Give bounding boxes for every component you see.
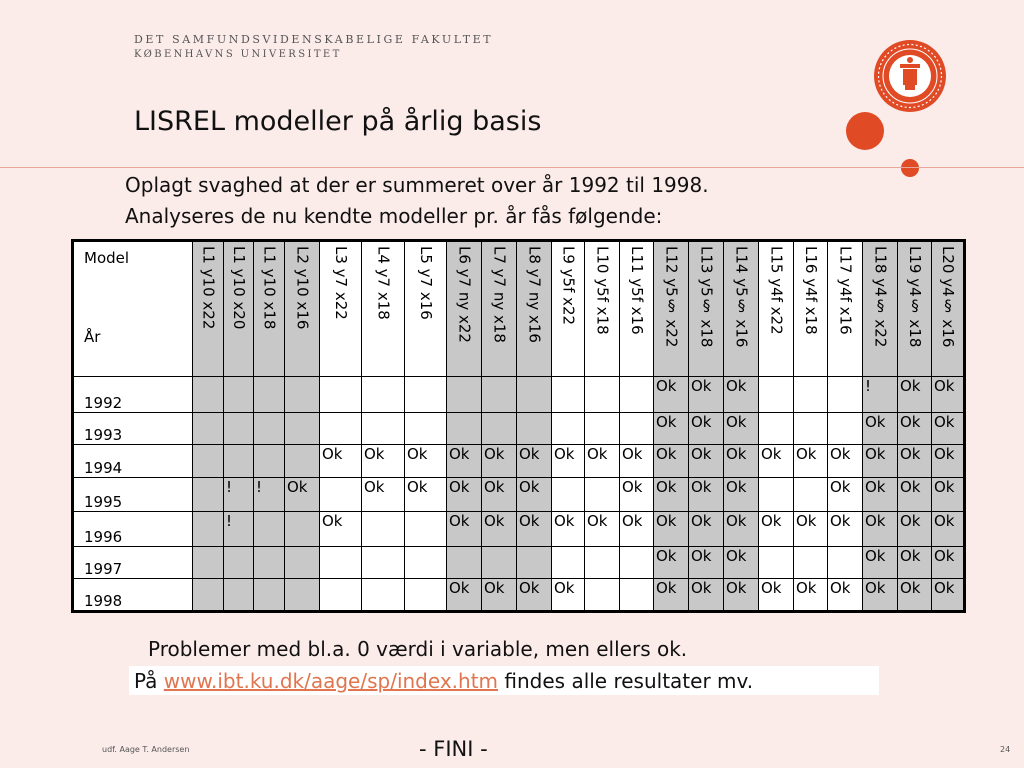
results-table <box>71 239 966 613</box>
table-cell <box>362 547 405 579</box>
table-cell <box>794 547 828 579</box>
results-link[interactable]: www.ibt.ku.dk/aage/sp/index.htm <box>163 669 499 693</box>
table-cell: Ok <box>689 413 724 445</box>
year-cell: 1993 <box>73 413 193 445</box>
table-cell <box>517 413 552 445</box>
table-cell: Ok <box>898 512 932 547</box>
table-cell: ! <box>254 478 285 512</box>
column-header-label: L15 y4f x22 <box>767 246 786 335</box>
column-header-label: L12 y5§ x22 <box>662 246 681 348</box>
table-row <box>73 377 965 413</box>
column-header-label: L1 y10 x18 <box>260 246 279 330</box>
table-cell <box>405 377 447 413</box>
column-header-label: L9 y5f x22 <box>559 246 578 326</box>
table-cell <box>759 413 794 445</box>
column-header <box>482 241 517 377</box>
table-cell: Ok <box>654 579 689 612</box>
table-cell <box>517 377 552 413</box>
column-header <box>447 241 482 377</box>
table-cell <box>224 377 254 413</box>
table-cell: Ok <box>863 512 898 547</box>
table-cell: ! <box>224 478 254 512</box>
table-cell: Ok <box>552 579 585 612</box>
table-cell: Ok <box>620 445 654 478</box>
year-cell: 1992 <box>73 377 193 413</box>
table-cell <box>193 413 224 445</box>
table-cell: Ok <box>828 579 863 612</box>
column-header-label: L18 y4§ x22 <box>871 246 890 348</box>
column-header-label: L5 y7 x16 <box>417 246 435 320</box>
column-header-label: L19 y4§ x18 <box>906 246 924 348</box>
table-cell <box>585 413 620 445</box>
table-cell: Ok <box>932 579 965 612</box>
column-header-label: L6 y7 ny x22 <box>455 246 474 343</box>
results-prefix: På <box>134 669 158 693</box>
table-cell: Ok <box>654 445 689 478</box>
table-cell: Ok <box>898 579 932 612</box>
table-cell <box>193 377 224 413</box>
column-header-label: L14 y5§ x16 <box>732 246 751 348</box>
column-header <box>654 241 689 377</box>
table-cell: Ok <box>863 445 898 478</box>
table-cell: Ok <box>517 512 552 547</box>
column-header <box>898 241 932 377</box>
column-header-label: L4 y7 x18 <box>374 246 393 320</box>
table-cell <box>482 377 517 413</box>
table-cell: Ok <box>482 579 517 612</box>
title-divider <box>0 167 1024 168</box>
table-cell: Ok <box>405 478 447 512</box>
table-cell: Ok <box>724 478 759 512</box>
column-header-label: L11 y5f x16 <box>628 246 646 335</box>
column-header <box>362 241 405 377</box>
table-cell: ! <box>224 512 254 547</box>
table-cell <box>585 547 620 579</box>
column-header-label: L7 y7 ny x18 <box>490 246 509 343</box>
table-cell: Ok <box>654 413 689 445</box>
decorative-dot-small <box>901 159 919 177</box>
table-cell: Ok <box>759 579 794 612</box>
column-header <box>285 241 320 377</box>
column-header-label: L3 y7 x22 <box>332 246 350 320</box>
column-header-label: L1 y10 x22 <box>199 246 218 330</box>
table-cell: Ok <box>759 445 794 478</box>
table-cell <box>254 377 285 413</box>
table-cell: Ok <box>689 547 724 579</box>
table-cell: Ok <box>724 547 759 579</box>
slide-title: LISREL modeller på årlig basis <box>134 106 542 137</box>
table-row <box>73 445 965 478</box>
table-cell: Ok <box>794 579 828 612</box>
table-cell <box>405 579 447 612</box>
table-cell: Ok <box>932 478 965 512</box>
table-cell <box>193 547 224 579</box>
column-header <box>320 241 362 377</box>
table-cell: Ok <box>932 445 965 478</box>
university-name: KØBENHAVNS UNIVERSITET <box>134 49 342 60</box>
table-cell <box>552 377 585 413</box>
table-cell <box>285 512 320 547</box>
results-suffix: findes alle resultater mv. <box>504 669 754 693</box>
table-cell: Ok <box>654 377 689 413</box>
table-cell: Ok <box>654 512 689 547</box>
table-cell <box>759 547 794 579</box>
table-cell <box>482 547 517 579</box>
table-cell: Ok <box>517 445 552 478</box>
table-row <box>73 579 965 612</box>
table-cell <box>285 547 320 579</box>
page-number: 24 <box>1000 745 1011 754</box>
table-cell <box>759 377 794 413</box>
table-cell <box>405 413 447 445</box>
table-cell: Ok <box>689 377 724 413</box>
year-cell: 1994 <box>73 445 193 478</box>
table-cell <box>285 445 320 478</box>
table-cell <box>254 579 285 612</box>
column-header-label: L16 y4f x18 <box>802 246 820 335</box>
column-header <box>759 241 794 377</box>
column-header <box>405 241 447 377</box>
table-cell <box>759 478 794 512</box>
column-header <box>828 241 863 377</box>
table-cell <box>405 547 447 579</box>
column-header <box>193 241 224 377</box>
table-cell: Ok <box>585 445 620 478</box>
table-cell: Ok <box>620 478 654 512</box>
table-cell <box>482 413 517 445</box>
table-cell: Ok <box>724 377 759 413</box>
column-header <box>863 241 898 377</box>
column-header <box>620 241 654 377</box>
table-cell <box>224 579 254 612</box>
table-cell: Ok <box>552 512 585 547</box>
table-cell: Ok <box>447 478 482 512</box>
year-cell: 1995 <box>73 478 193 512</box>
table-cell: Ok <box>898 547 932 579</box>
footer-author: udf. Aage T. Andersen <box>102 745 190 754</box>
table-cell: Ok <box>482 445 517 478</box>
table-cell <box>320 377 362 413</box>
header-corner-cell <box>73 241 193 377</box>
university-seal-logo <box>872 38 948 114</box>
table-row <box>73 413 965 445</box>
table-cell: Ok <box>898 478 932 512</box>
table-cell: Ok <box>320 445 362 478</box>
table-cell: Ok <box>828 512 863 547</box>
column-header-label: L8 y7 ny x16 <box>525 246 544 343</box>
column-header-label: L13 y5§ x18 <box>697 246 716 348</box>
table-cell <box>254 445 285 478</box>
table-cell <box>620 547 654 579</box>
table-cell <box>193 512 224 547</box>
table-cell: Ok <box>932 512 965 547</box>
table-cell: Ok <box>898 377 932 413</box>
table-cell <box>828 413 863 445</box>
table-cell: Ok <box>932 547 965 579</box>
table-cell <box>254 512 285 547</box>
year-cell: 1996 <box>73 512 193 547</box>
table-cell: Ok <box>828 478 863 512</box>
table-cell: Ok <box>517 579 552 612</box>
table-cell <box>552 478 585 512</box>
table-cell: Ok <box>724 579 759 612</box>
decorative-dot-large <box>846 112 884 150</box>
table-cell <box>447 377 482 413</box>
table-cell <box>285 579 320 612</box>
footer-fini: - FINI - <box>419 737 488 761</box>
table-cell: Ok <box>285 478 320 512</box>
table-cell <box>794 413 828 445</box>
table-cell <box>585 579 620 612</box>
table-cell <box>794 377 828 413</box>
intro-line-2: Analyseres de nu kendte modeller pr. år fås følgende: <box>125 204 663 228</box>
table-cell <box>585 377 620 413</box>
table-cell <box>585 478 620 512</box>
table-cell: Ok <box>362 478 405 512</box>
table-cell: Ok <box>863 579 898 612</box>
table-cell <box>620 579 654 612</box>
faculty-name: DET SAMFUNDSVIDENSKABELIGE FAKULTET <box>134 33 494 46</box>
model-label: Model <box>84 249 130 267</box>
table-cell <box>193 478 224 512</box>
table-cell <box>254 413 285 445</box>
table-cell: Ok <box>863 413 898 445</box>
table-cell <box>320 579 362 612</box>
table-cell <box>320 547 362 579</box>
table-cell <box>405 512 447 547</box>
table-cell: Ok <box>724 445 759 478</box>
table-cell <box>362 413 405 445</box>
table-cell: Ok <box>447 512 482 547</box>
column-header <box>689 241 724 377</box>
column-header <box>517 241 552 377</box>
table-cell: Ok <box>932 377 965 413</box>
table-cell: Ok <box>689 478 724 512</box>
table-cell: Ok <box>759 512 794 547</box>
year-cell: 1998 <box>73 579 193 612</box>
table-cell: Ok <box>863 478 898 512</box>
table-cell: Ok <box>517 478 552 512</box>
table-cell <box>285 377 320 413</box>
problems-note: Problemer med bl.a. 0 værdi i variable, men ellers ok. <box>148 637 688 661</box>
table-cell <box>620 413 654 445</box>
table-cell: Ok <box>482 478 517 512</box>
table-cell <box>620 377 654 413</box>
table-cell <box>193 445 224 478</box>
column-header-label: L20 y4§ x16 <box>939 246 957 348</box>
table-cell <box>254 547 285 579</box>
table-cell <box>552 413 585 445</box>
column-header-label: L1 y10 x20 <box>230 246 248 330</box>
table-cell <box>552 547 585 579</box>
table-cell <box>362 579 405 612</box>
table-cell <box>447 547 482 579</box>
table-cell: Ok <box>689 579 724 612</box>
column-header <box>932 241 965 377</box>
intro-line-1: Oplagt svaghed at der er summeret over år 1992 til 1998. <box>125 173 709 197</box>
table-cell: Ok <box>654 478 689 512</box>
table-cell <box>828 377 863 413</box>
table-cell: Ok <box>552 445 585 478</box>
table-cell: Ok <box>689 445 724 478</box>
table-cell <box>193 579 224 612</box>
table-cell <box>828 547 863 579</box>
column-header <box>794 241 828 377</box>
table-cell: Ok <box>794 445 828 478</box>
column-header <box>552 241 585 377</box>
table-cell: Ok <box>447 445 482 478</box>
table-cell: Ok <box>585 512 620 547</box>
table-cell: Ok <box>362 445 405 478</box>
table-row <box>73 512 965 547</box>
table-cell <box>224 413 254 445</box>
table-cell: Ok <box>447 579 482 612</box>
column-header-label: L10 y5f x18 <box>593 246 612 335</box>
table-cell: Ok <box>898 413 932 445</box>
table-cell <box>320 413 362 445</box>
table-cell: Ok <box>794 512 828 547</box>
table-cell <box>362 377 405 413</box>
table-cell: Ok <box>405 445 447 478</box>
table-cell: Ok <box>689 512 724 547</box>
table-cell: Ok <box>482 512 517 547</box>
results-note <box>129 666 879 695</box>
year-label: År <box>84 328 101 346</box>
table-cell <box>320 478 362 512</box>
table-cell <box>362 512 405 547</box>
table-cell: Ok <box>724 413 759 445</box>
table-row <box>73 478 965 512</box>
column-header <box>585 241 620 377</box>
table-cell <box>224 547 254 579</box>
table-cell: ! <box>863 377 898 413</box>
table-cell <box>447 413 482 445</box>
table-cell: Ok <box>620 512 654 547</box>
table-cell <box>794 478 828 512</box>
column-header <box>224 241 254 377</box>
table-cell: Ok <box>863 547 898 579</box>
table-cell: Ok <box>320 512 362 547</box>
column-header-label: L17 y4f x16 <box>836 246 855 335</box>
table-cell: Ok <box>932 413 965 445</box>
column-header <box>254 241 285 377</box>
column-header-label: L2 y10 x16 <box>293 246 312 330</box>
table-cell <box>517 547 552 579</box>
table-cell: Ok <box>724 512 759 547</box>
table-cell: Ok <box>828 445 863 478</box>
column-header <box>724 241 759 377</box>
table-cell <box>285 413 320 445</box>
table-row <box>73 547 965 579</box>
table-cell: Ok <box>654 547 689 579</box>
year-cell: 1997 <box>73 547 193 579</box>
table-cell: Ok <box>898 445 932 478</box>
table-cell <box>224 445 254 478</box>
